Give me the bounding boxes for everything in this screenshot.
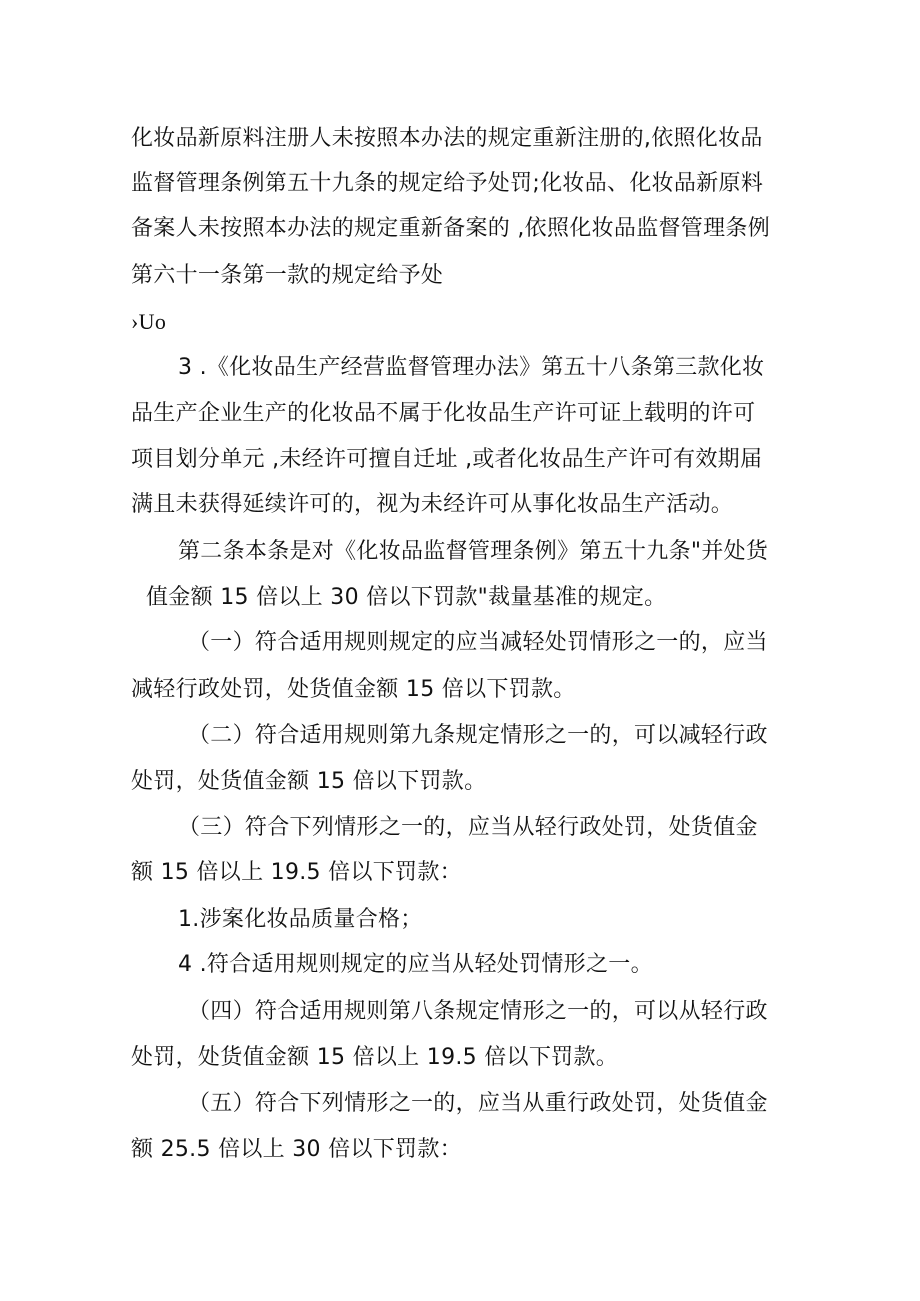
paragraph-line: 处罚，处货值金额 15 倍以上 19.5 倍以下罚款。 bbox=[131, 1045, 619, 1070]
paragraph-line: 备案人未按照本办法的规定重新备案的 ,依照化妆品监督管理条例 bbox=[131, 216, 770, 241]
paragraph-line: （四）符合适用规则第八条规定情形之一的，可以从轻行政 bbox=[188, 999, 768, 1024]
paragraph-line: 监督管理条例第五十九条的规定给予处罚;化妆品、化妆品新原料 bbox=[131, 171, 764, 196]
paragraph-line: 3 .《化妆品生产经营监督管理办法》第五十八条第三款化妆 bbox=[178, 355, 765, 380]
paragraph-line: 化妆品新原料注册人未按照本办法的规定重新注册的,依照化妆品 bbox=[131, 126, 763, 151]
paragraph-line: 值金额 15 倍以上 30 倍以下罚款"裁量基准的规定。 bbox=[146, 585, 667, 610]
paragraph-line: 第六十一条第一款的规定给予处 bbox=[131, 263, 444, 288]
paragraph-line: 额 15 倍以上 19.5 倍以下罚款： bbox=[131, 860, 462, 885]
paragraph-line: 处罚，处货值金额 15 倍以下罚款。 bbox=[131, 769, 487, 794]
paragraph-line: （二）符合适用规则第九条规定情形之一的，可以减轻行政 bbox=[188, 723, 768, 748]
paragraph-line: 项目划分单元 ,未经许可擅自迁址 ,或者化妆品生产许可有效期届 bbox=[131, 447, 763, 472]
paragraph-line: 满且未获得延续许可的，视为未经许可从事化妆品生产活动。 bbox=[131, 492, 734, 517]
paragraph-line: 额 25.5 倍以上 30 倍以下罚款： bbox=[131, 1137, 462, 1162]
paragraph-line: 第二条本条是对《化妆品监督管理条例》第五十九条"并处货 bbox=[178, 539, 769, 564]
paragraph-line: 品生产企业生产的化妆品不属于化妆品生产许可证上载明的许可 bbox=[131, 401, 756, 426]
paragraph-line: （一）符合适用规则规定的应当减轻处罚情形之一的，应当 bbox=[188, 630, 768, 655]
paragraph-line: ›Uo bbox=[131, 309, 167, 334]
paragraph-line: （五）符合下列情形之一的，应当从重行政处罚，处货值金 bbox=[188, 1091, 768, 1116]
paragraph-line: 4 .符合适用规则规定的应当从轻处罚情形之一。 bbox=[178, 952, 653, 977]
paragraph-line: 1.涉案化妆品质量合格； bbox=[178, 907, 423, 932]
paragraph-line: 减轻行政处罚，处货值金额 15 倍以下罚款。 bbox=[131, 677, 576, 702]
paragraph-line: （三）符合下列情形之一的，应当从轻行政处罚，处货值金 bbox=[178, 815, 758, 840]
